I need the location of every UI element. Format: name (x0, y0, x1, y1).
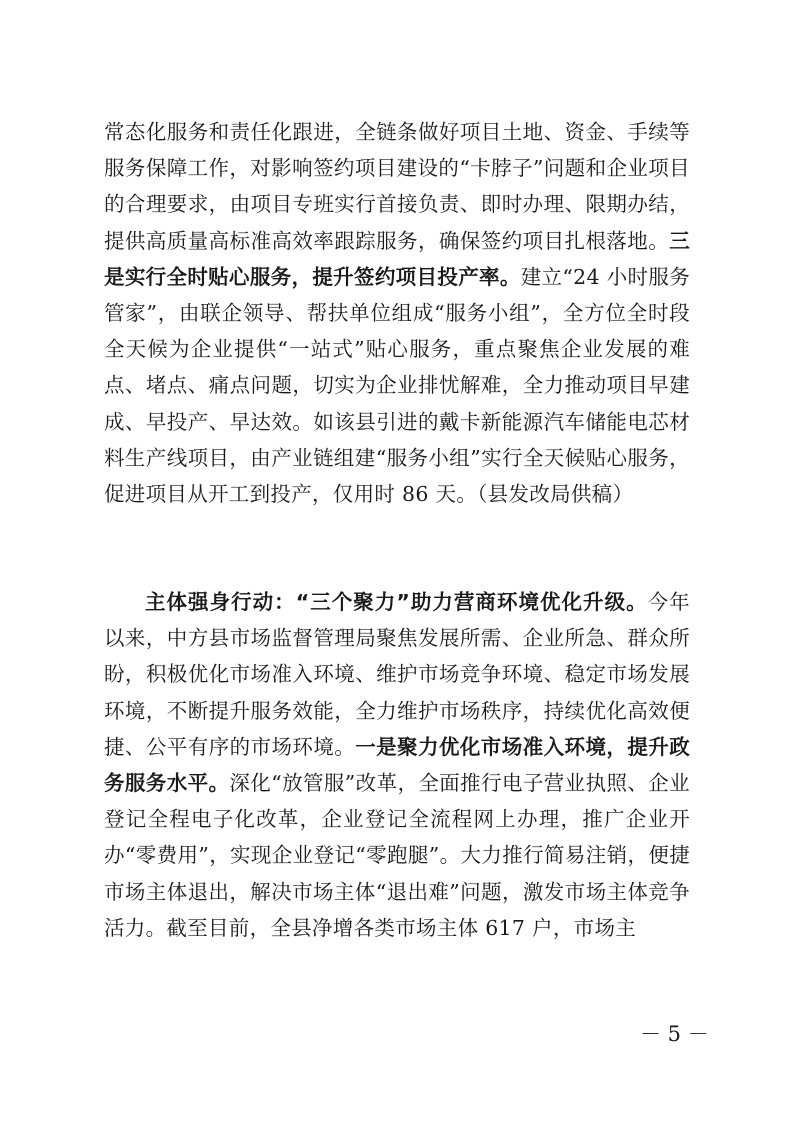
paragraph-text: 深化“放管服”改革，全面推行电子营业执照、企业登记全程电子化改革，企业登记全流程网上办理，推广企业开办“零费用”，实现企业登记“零跑腿”。大力推行简易注销，便捷市场主体退出，解决市场主体“退出难”问题，激发市场主体竞争活力。截至目前，全县净增各类市场主体 617 户，市场主 (104, 771, 690, 940)
section-heading: 主体强身行动：“三个聚力”助力营商环境优化升级。 (145, 590, 648, 614)
bold-point-heading: 一是聚力优化市场准入环境，提升政务服务水平。 (104, 734, 690, 796)
paragraph-text: 常态化服务和责任化跟进，全链条做好项目土地、资金、手续等服务保障工作，对影响签约项目建设的“卡脖子”问题和企业项目的合理要求，由项目专班实行首接负责、即时办理、限期办结，提供高质量高标准高效率跟踪服务，确保签约项目扎根落地。 (104, 120, 690, 253)
body-paragraph-2 (104, 584, 690, 946)
bold-point-heading: 三是实行全时贴心服务，提升签约项目投产率。 (104, 228, 690, 289)
body-paragraph-1 (104, 114, 690, 512)
page-number: － 5 － (640, 1022, 709, 1046)
paragraph-text: 今年以来，中方县市场监督管理局聚焦发展所需、企业所急、群众所盼，积极优化市场准入环境、维护市场竞争环境、稳定市场发展环境，不断提升服务效能，全力维护市场秩序，持续优化高效便捷、公平有序的市场环境。 (104, 590, 690, 759)
paragraph-text: 建立“24 小时服务管家”，由联企领导、帮扶单位组成“服务小组”，全方位全时段全天候为企业提供“一站式”贴心服务，重点聚焦企业发展的难点、堵点、痛点问题，切实为企业排忧解难，全力推动项目早建成、早投产、早达效。如该县引进的戴卡新能源汽车储能电芯材料生产线项目，由产业链组建“服务小组”实行全天候贴心服务，促进项目从开工到投产，仅用时 86 天。（县发改局供稿） (104, 264, 690, 507)
